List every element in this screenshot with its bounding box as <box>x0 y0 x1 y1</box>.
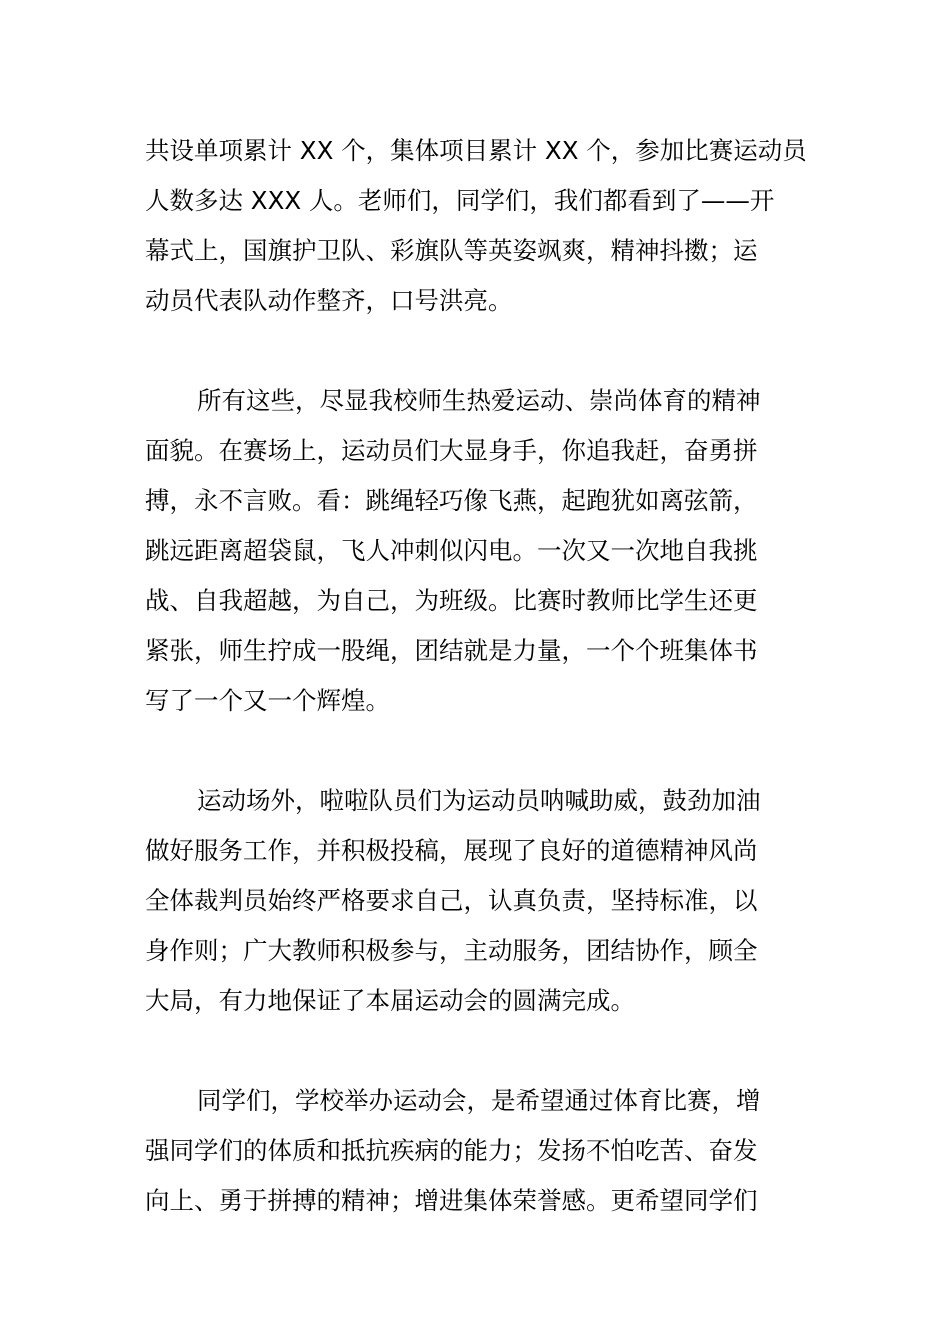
text-line: 大局，有力地保证了本届运动会的圆满完成。 <box>145 986 635 1015</box>
paragraph <box>145 126 815 326</box>
paragraph-gap <box>145 326 815 376</box>
text-line: 做好服务工作，并积极投稿，展现了良好的道德精神风尚 <box>145 836 758 865</box>
paragraph-gap <box>145 726 815 776</box>
text-line: 全体裁判员始终严格要求自己，认真负责，坚持标准，以 <box>145 886 758 915</box>
text-line: 紧张，师生拧成一股绳，团结就是力量，一个个班集体书 <box>145 636 758 665</box>
text-line: 所有这些，尽显我校师生热爱运动、崇尚体育的精神 <box>197 386 761 415</box>
document-body <box>145 126 815 1226</box>
text-line: 身作则；广大教师积极参与，主动服务，团结协作，顾全 <box>145 936 758 965</box>
text-line: 动员代表队动作整齐，口号洪亮。 <box>145 286 513 315</box>
text-line: 向上、勇于拼搏的精神；增进集体荣誉感。更希望同学们 <box>145 1186 758 1215</box>
text-line: 写了一个又一个辉煌。 <box>145 686 390 715</box>
text-line: 跳远距离超袋鼠，飞人冲刺似闪电。一次又一次地自我挑 <box>145 536 758 565</box>
text-line: 共设单项累计 XX 个，集体项目累计 XX 个，参加比赛运动员 <box>145 136 807 165</box>
text-line: 同学们，学校举办运动会，是希望通过体育比赛，增 <box>197 1086 761 1115</box>
text-line: 面貌。在赛场上，运动员们大显身手，你追我赶，奋勇拼 <box>145 436 758 465</box>
text-line: 幕式上，国旗护卫队、彩旗队等英姿飒爽，精神抖擞；运 <box>145 236 758 265</box>
paragraph <box>145 1076 815 1226</box>
text-line: 战、自我超越，为自己，为班级。比赛时教师比学生还更 <box>145 586 758 615</box>
paragraph-gap <box>145 1026 815 1076</box>
paragraph <box>145 776 815 1026</box>
text-line: 搏，永不言败。看：跳绳轻巧像飞燕，起跑犹如离弦箭， <box>145 486 758 515</box>
text-line: 人数多达 XXX 人。老师们，同学们，我们都看到了——开 <box>145 186 775 215</box>
paragraph <box>145 376 815 726</box>
text-line: 强同学们的体质和抵抗疾病的能力；发扬不怕吃苦、奋发 <box>145 1136 758 1165</box>
text-line: 运动场外，啦啦队员们为运动员呐喊助威，鼓劲加油 <box>197 786 761 815</box>
